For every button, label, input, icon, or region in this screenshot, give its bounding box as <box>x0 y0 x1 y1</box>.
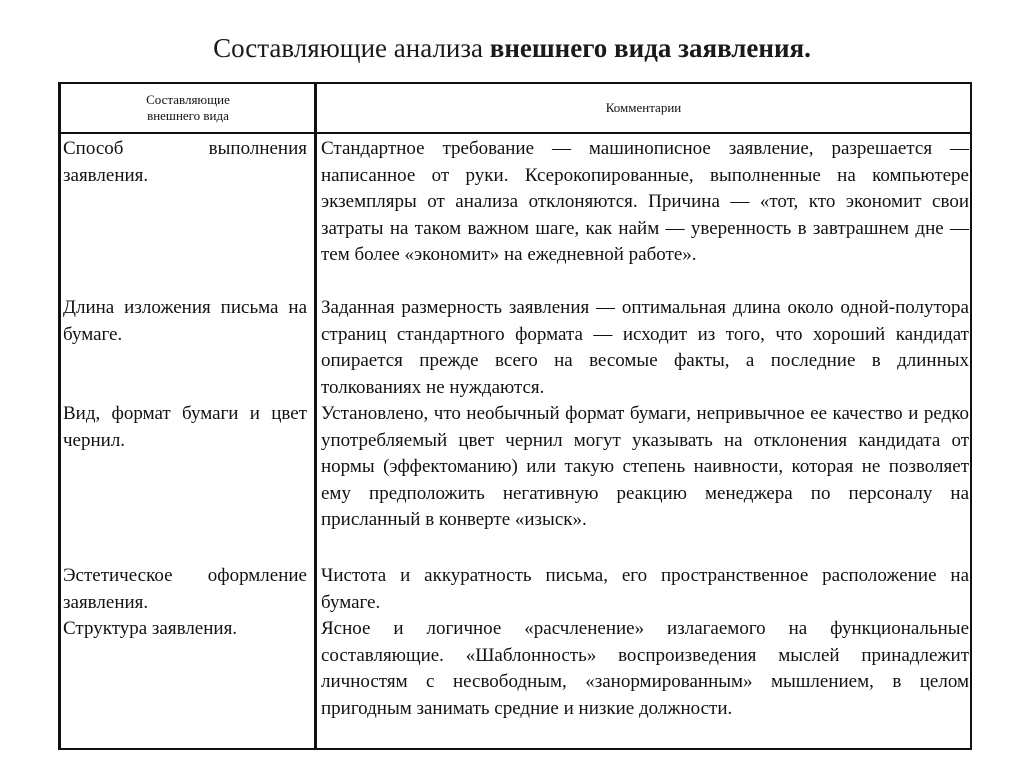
row-comment: Стандартное требование — машинописное заявление, разрешается — написанное от руки. Ксерокопированные, выполненные на компьютере экземпляры от анализа отклоняются. Причина — «тот, кто экономит свои затраты на таком важном шаге, как найм — уверенность в завтрашнем дне — тем более «экономит» на ежедневной работе». <box>321 138 969 265</box>
appearance-analysis-table <box>58 82 972 750</box>
row-component: Эстетическое оформление заявления. <box>63 565 307 613</box>
row-component: Структура заявления. <box>63 618 238 639</box>
title-bold: внешнего вида заявления. <box>489 33 811 63</box>
row-comment: Ясное и логичное «расчленение» излагаемого на функциональные составляющие. «Шаблонность» воспроизведения мыслей принадлежит личностям с несвободным, «занормированным» мышлением, в целом пригодным занимать средние и низкие должности. <box>321 618 969 719</box>
header-components <box>61 84 315 132</box>
row-component: Длина изложения письма на бумаге. <box>63 297 307 345</box>
row-comment: Чистота и аккуратность письма, его пространственное расположение на бумаге. <box>321 565 969 613</box>
header-comments: Комментарии <box>605 100 682 115</box>
row-component: Вид, формат бумаги и цвет чернил. <box>63 403 307 451</box>
header-components-line1: Составляющие <box>146 92 230 107</box>
column-divider <box>314 84 317 748</box>
row-component: Способ выполнения заявления. <box>63 138 307 186</box>
slide-title <box>0 30 1024 66</box>
header-components-line2: внешнего вида <box>147 108 229 123</box>
table-header <box>61 84 970 134</box>
row-comment: Установлено, что необычный формат бумаги, непривычное ее качество и редко употребляемый цвет чернил могут указывать на отклонения кандидата от нормы (эффектоманию) или такую степень наивности, которая не позволяет ему предположить негативную реакцию менеджера по персоналу на присланный в конверте «изыск». <box>321 403 969 530</box>
row-comment: Заданная размерность заявления — оптимальная длина около одной-полутора страниц стандартного формата — исходит из того, что хороший кандидат опирается прежде всего на весомые факты, а последние в длинных толкованиях не нуждаются. <box>321 297 969 398</box>
title-plain: Составляющие анализа <box>213 33 490 63</box>
